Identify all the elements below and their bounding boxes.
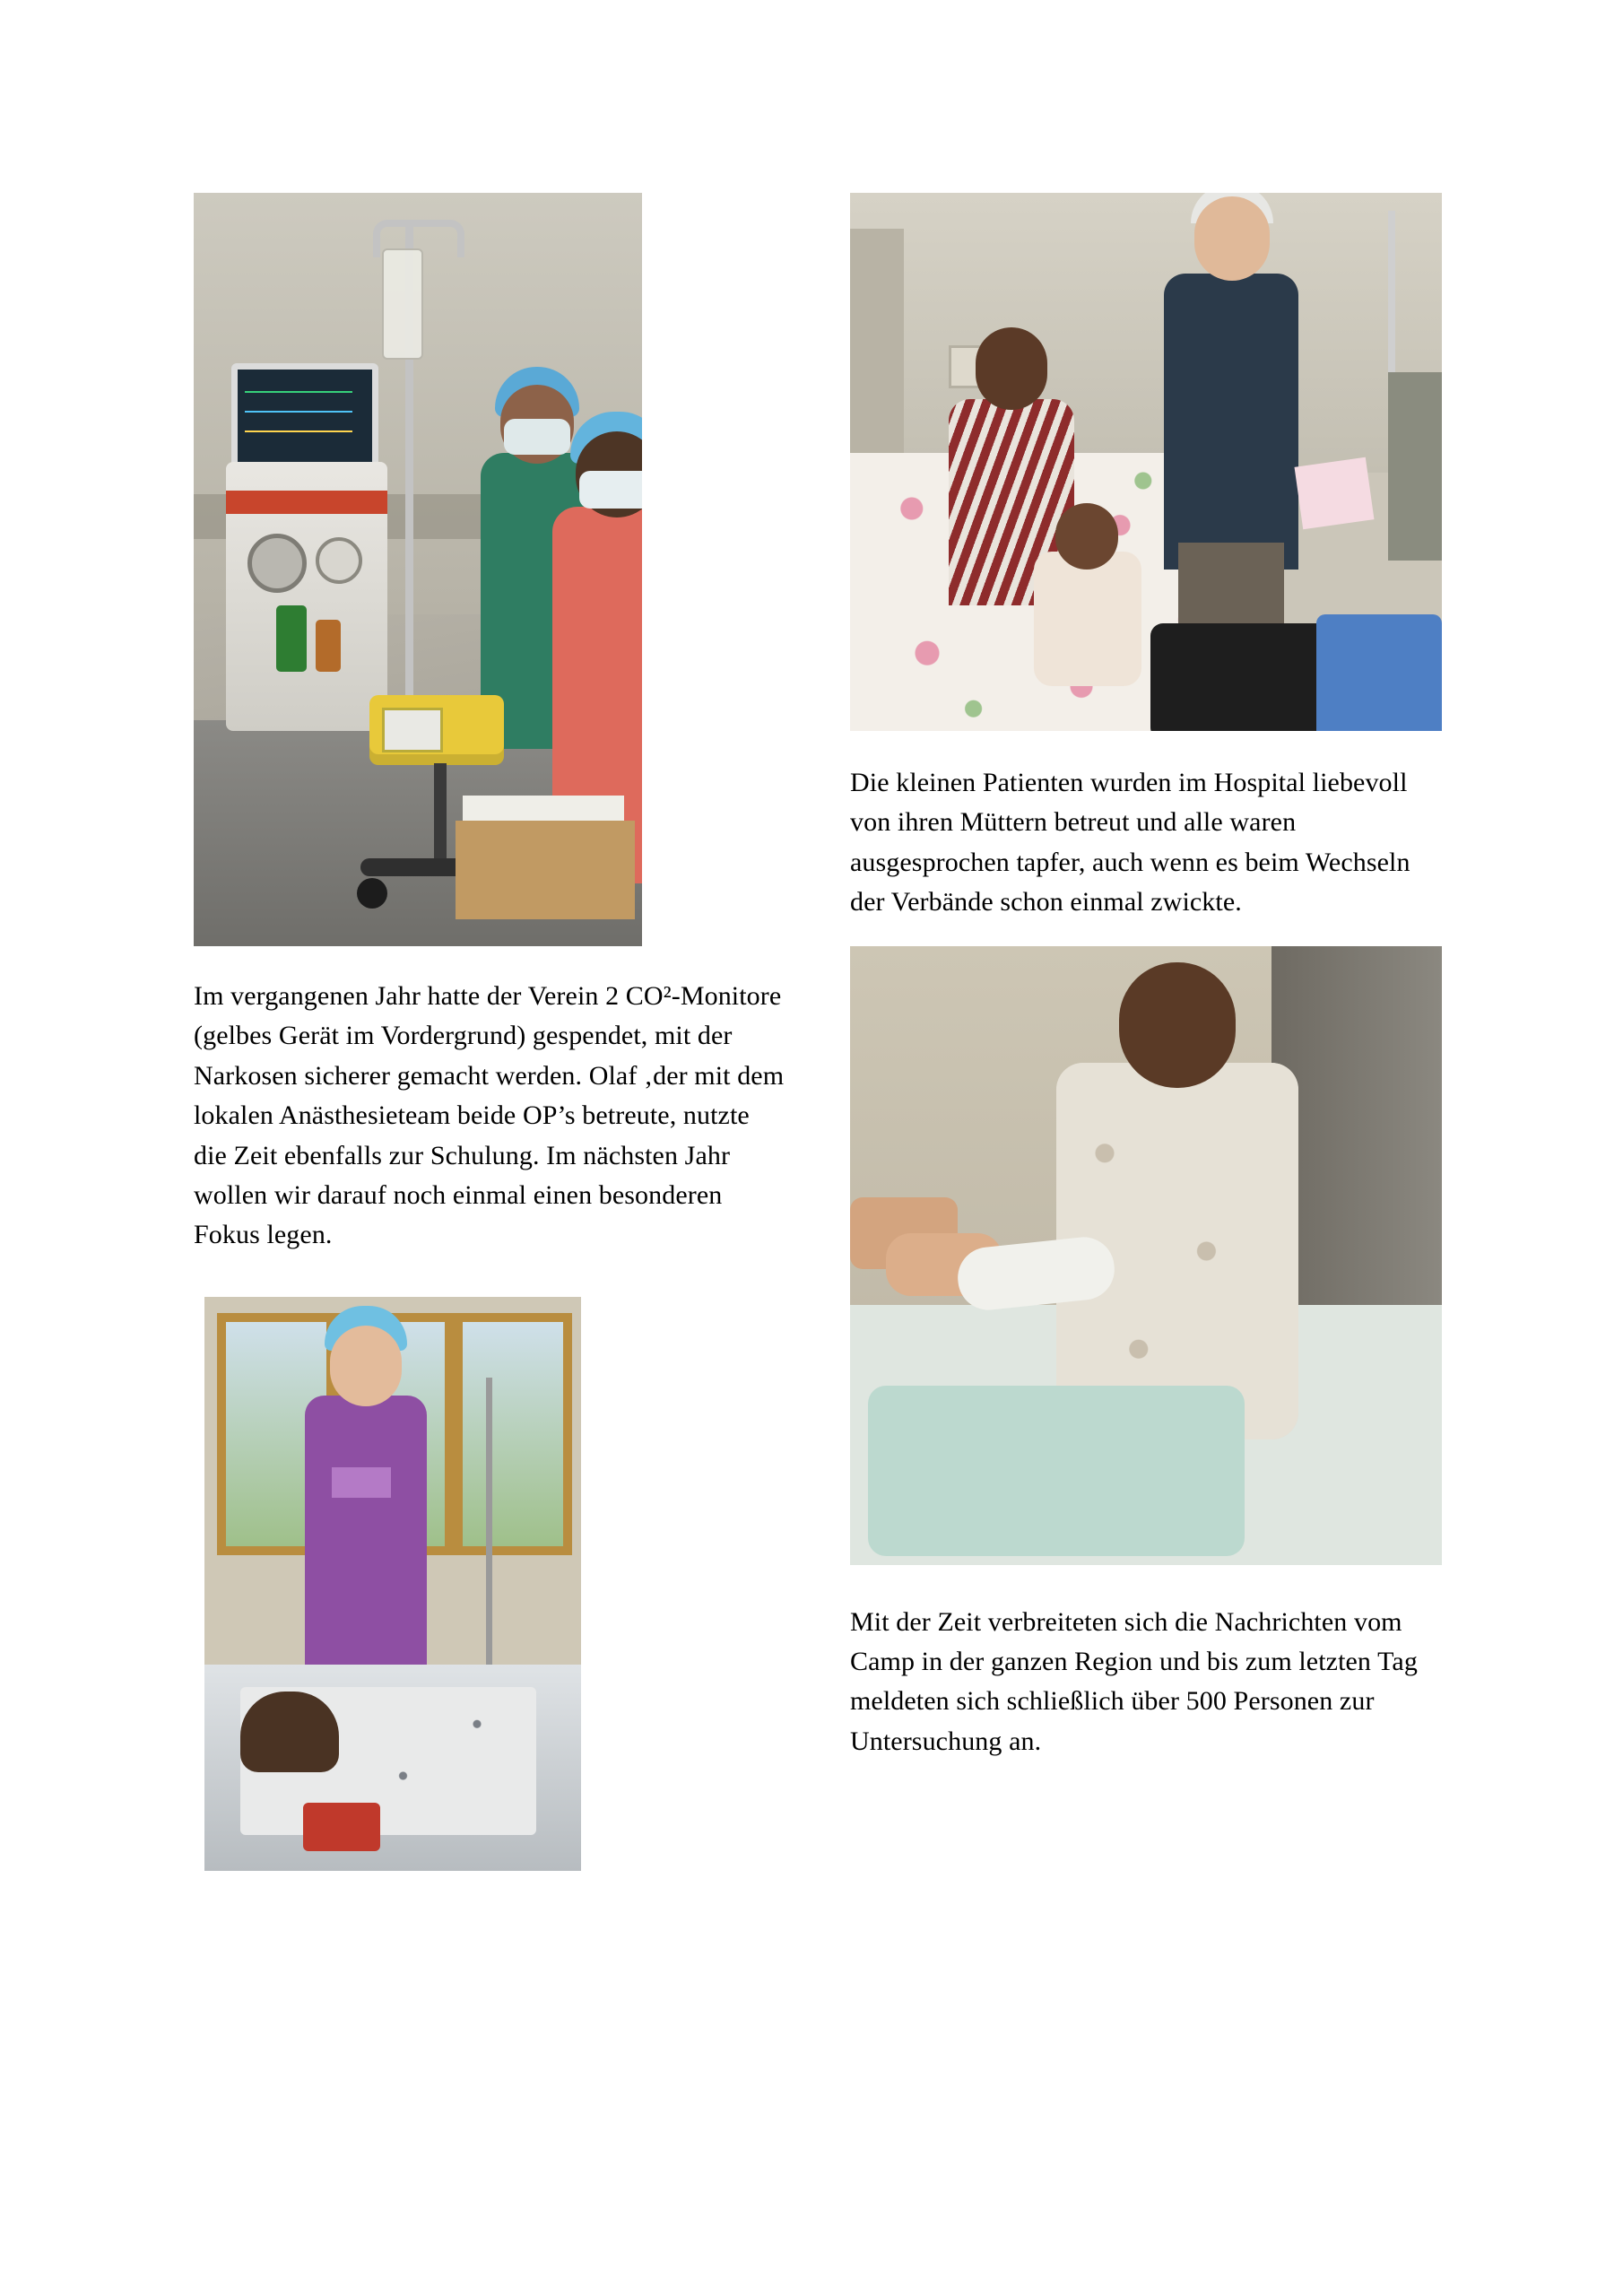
co2-monitor-device	[369, 695, 504, 765]
photo-ward-bedside	[204, 1297, 581, 1871]
blood-pressure-cuff	[303, 1803, 380, 1851]
left-column-paragraph: Im vergangenen Jahr hatte der Verein 2 CO²-Monitore (gelbes Gerät im Vordergrund) gespendet, mit der Narkosen sicherer gemacht werden. Olaf ‚der mit dem lokalen Anästhesieteam beide OP’s betreute, nutzte die Zeit ebenfalls zur Schulung. Im nächsten Jahr wollen wir darauf noch einmal einen besonderen Fokus legen.	[194, 981, 785, 1250]
blue-bag	[1316, 614, 1442, 731]
volunteer-figure	[305, 1396, 427, 1665]
right-column-paragraph-bottom: Mit der Zeit verbreiteten sich die Nachrichten vom Camp in der ganzen Region und bis zum letzten Tag meldeten sich schließlich über 500 Personen zur Untersuchung an.	[850, 1606, 1418, 1756]
left-column	[194, 193, 785, 1871]
blanket	[868, 1386, 1245, 1556]
right-column	[850, 193, 1442, 1761]
patient-monitor-icon	[231, 363, 378, 470]
cardboard-box	[456, 821, 635, 919]
right-column-paragraph-top: Die kleinen Patienten wurden im Hospital liebevoll von ihren Müttern betreut und alle waren ausgesprochen tapfer, auch wenn es beim Wechseln der Verbände schon einmal zwickte.	[850, 768, 1410, 918]
patient-figure	[240, 1692, 339, 1772]
anesthesia-machine-icon	[226, 462, 387, 731]
baby-figure	[1034, 552, 1141, 686]
doctor-figure	[1164, 274, 1298, 570]
photo-bandage-change	[850, 946, 1442, 1565]
photo-mother-and-child	[850, 193, 1442, 731]
black-bag	[1150, 623, 1330, 731]
photo-operating-room	[194, 193, 642, 946]
paper-sheet	[1295, 457, 1375, 529]
